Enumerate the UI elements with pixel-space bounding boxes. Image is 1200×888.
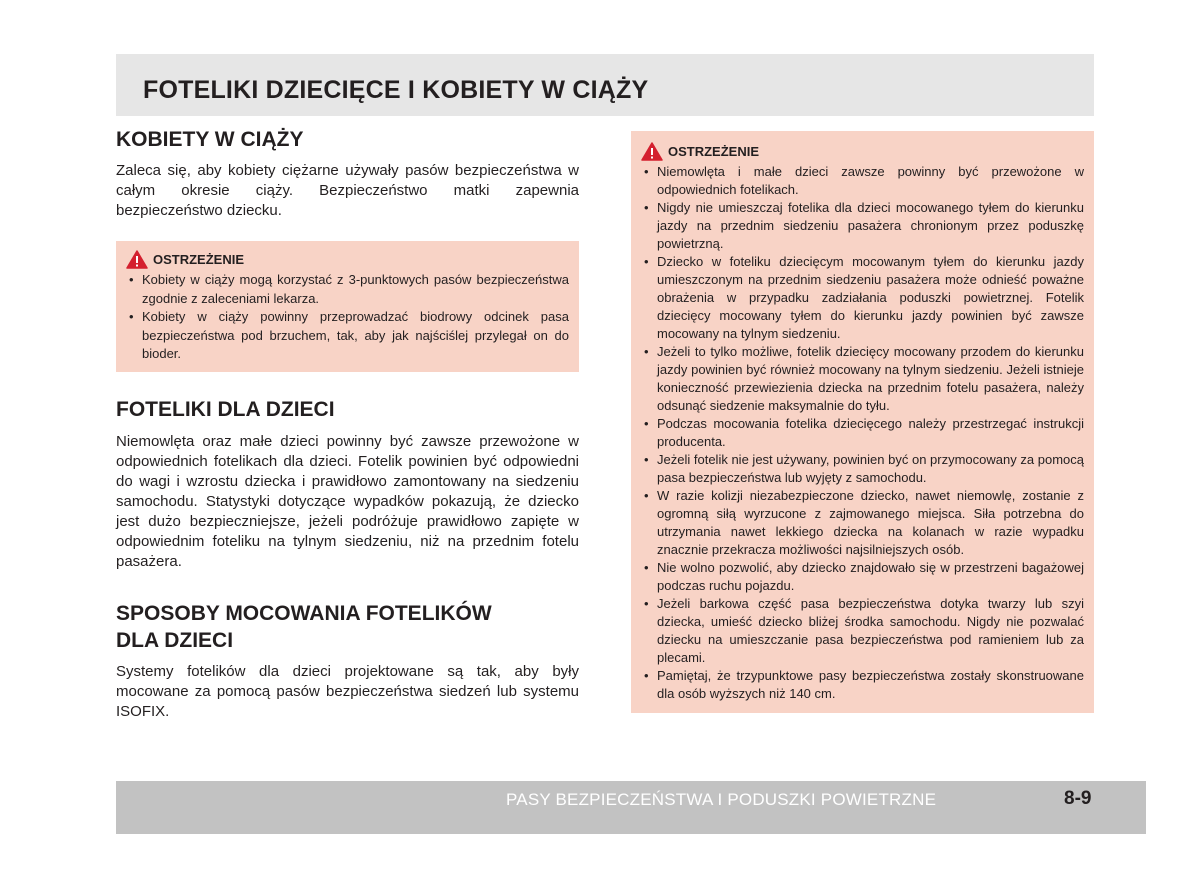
page-footer xyxy=(116,781,1146,834)
section-heading-child-seats: FOTELIKI DLA DZIECI xyxy=(116,397,335,421)
warning-title: OSTRZEŻENIE xyxy=(153,251,245,267)
warning-item: • Dziecko w foteliku dziecięcym mocowanym tyłem do kierunku jazdy umieszczonym na przednim siedzeniu pasażera może odnieść poważne obrażenia w przypadku zadziałania poduszki powietrznej. Fotelik dziecięcy mocowany tyłem do kierunku jazdy powinien być zawsze mocowany na tylnym siedzeniu. xyxy=(641,253,1084,343)
warning-item: • Niemowlęta i małe dzieci zawsze powinny być przewożone w odpowiednich fotelikach. xyxy=(641,163,1084,199)
warning-list xyxy=(641,163,1084,703)
warning-item: • Pamiętaj, że trzypunktowe pasy bezpieczeństwa zostały skonstruowane dla osób wyższych niż 140 cm. xyxy=(641,667,1084,703)
warning-title: OSTRZEŻENIE xyxy=(668,143,760,159)
section-text-child-seats: Niemowlęta oraz małe dzieci powinny być zawsze przewożone w odpowiednich fotelikach dla dzieci. Fotelik powinien być odpowiedni do wagi i wzrostu dziecka i prawidłowo zamontowany na siedzeniu samochodu. Statystyki dotyczące wypadków pokazują, że dziecko jest dużo bezpieczniejsze, jeżeli podróżuje prawidłowo zapięte w odpowiednim foteliku na tylnym siedzeniu, niż na przednim fotelu pasażera. xyxy=(116,432,579,570)
warning-box-child-seats xyxy=(631,131,1094,713)
warning-header xyxy=(126,249,569,269)
warning-triangle-icon xyxy=(126,250,148,269)
warning-list xyxy=(126,271,569,364)
chapter-title: FOTELIKI DZIECIĘCE I KOBIETY W CIĄŻY xyxy=(143,76,649,104)
warning-item: • Nie wolno pozwolić, aby dziecko znajdowało się w przestrzeni bagażowej podczas ruchu pojazdu. xyxy=(641,559,1084,595)
section-heading-mounting-line2: DLA DZIECI xyxy=(116,628,234,652)
left-column xyxy=(116,126,579,722)
warning-item: • Kobiety w ciąży mogą korzystać z 3-punktowych pasów bezpieczeństwa zgodnie z zaleceniami lekarza. xyxy=(126,271,569,308)
section-heading-pregnant: KOBIETY W CIĄŻY xyxy=(116,128,304,151)
page-number: 8-9 xyxy=(1064,788,1092,809)
section-text-mounting: Systemy fotelików dla dzieci projektowane są tak, aby były mocowane za pomocą pasów bezpieczeństwa siedzeń lub systemu ISOFIX. xyxy=(116,662,579,720)
warning-header xyxy=(641,141,1084,161)
warning-item: • W razie kolizji niezabezpieczone dziecko, nawet niemowlę, zostanie z ogromną siłą wyrzucone z zajmowanego miejsca. Siła potrzebna do utrzymania nawet lekkiego dziecka na kolanach w razie wypadku znacznie przekracza możliwości najsilniejszych osób. xyxy=(641,487,1084,559)
footer-section-title: PASY BEZPIECZEŃSTWA I PODUSZKI POWIETRZNE xyxy=(506,790,937,809)
warning-box-pregnant xyxy=(116,241,579,372)
warning-item: • Jeżeli barkowa część pasa bezpieczeństwa dotyka twarzy lub szyi dziecka, umieść dziecko bliżej środka samochodu. Nigdy nie pozwalać dziecku na umieszczanie pasa bezpieczeństwa pod ramieniem lub za plecami. xyxy=(641,595,1084,667)
section-text-pregnant: Zaleca się, aby kobiety ciężarne używały pasów bezpieczeństwa w całym okresie ciąży. Bezpieczeństwo matki zapewnia bezpieczeństwo dziecku. xyxy=(116,162,579,219)
warning-item: • Jeżeli fotelik nie jest używany, powinien być on przymocowany za pomocą pasa bezpieczeństwa lub wyjęty z samochodu. xyxy=(641,451,1084,487)
warning-item: • Podczas mocowania fotelika dziecięcego należy przestrzegać instrukcji producenta. xyxy=(641,415,1084,451)
warning-triangle-icon xyxy=(641,142,663,161)
right-column xyxy=(631,131,1094,713)
warning-item: • Jeżeli to tylko możliwe, fotelik dziecięcy mocowany przodem do kierunku jazdy powinien być również mocowany na tylnym siedzeniu. Jeżeli istnieje konieczność przewiezienia dziecka na przednim fotelu pasażera, należy odsunąć siedzenie maksymalnie do tyłu. xyxy=(641,343,1084,415)
section-heading-mounting-line1: SPOSOBY MOCOWANIA FOTELIKÓW xyxy=(116,601,492,625)
warning-item: • Kobiety w ciąży powinny przeprowadzać biodrowy odcinek pasa bezpieczeństwa pod brzuchem, tak, aby jak najściślej przylegał on do bioder. xyxy=(126,308,569,364)
warning-item: • Nigdy nie umieszczaj fotelika dla dzieci mocowanego tyłem do kierunku jazdy na przednim siedzeniu pasażera chronionym przez poduszkę powietrzną. xyxy=(641,199,1084,253)
chapter-header xyxy=(116,54,1094,116)
